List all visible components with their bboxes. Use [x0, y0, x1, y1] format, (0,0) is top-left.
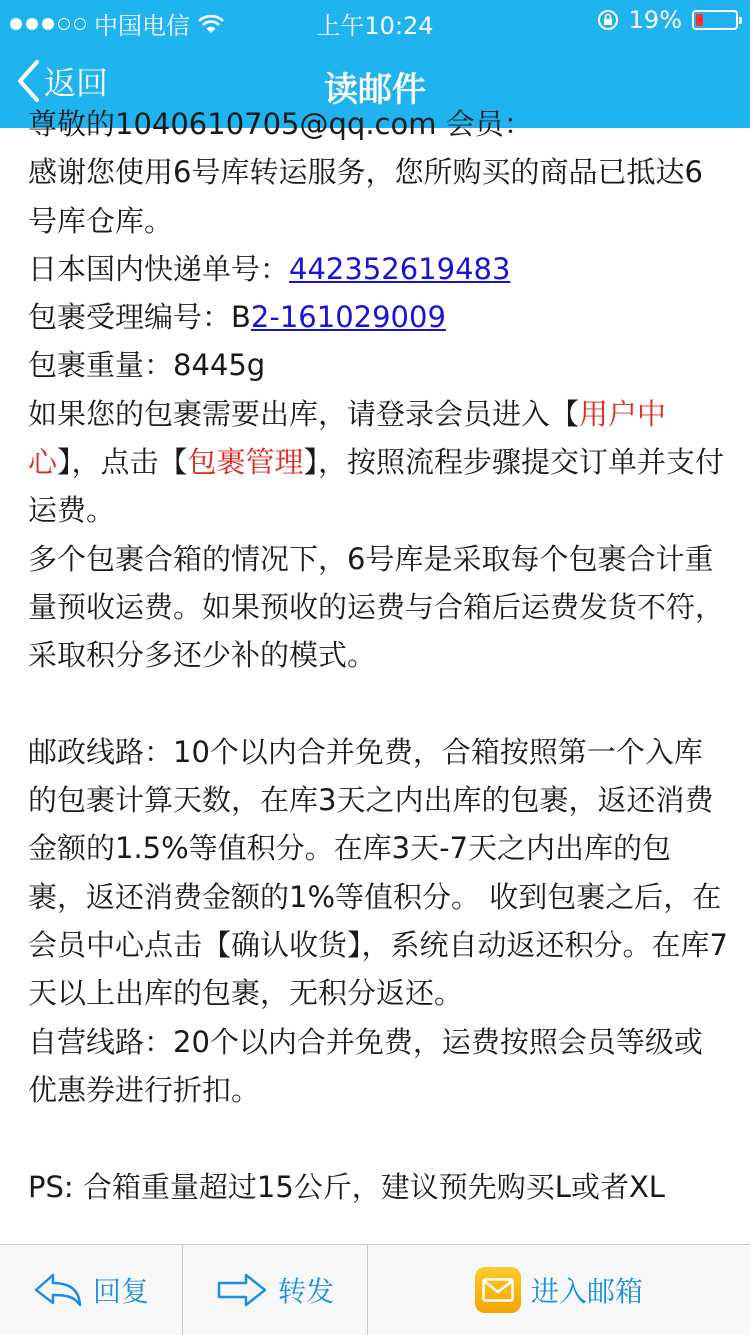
forward-icon [216, 1272, 268, 1308]
mailbox-icon [475, 1267, 521, 1313]
carrier-label: 中国电信 [94, 12, 190, 40]
forward-button[interactable] [183, 1245, 368, 1335]
email-content[interactable] [0, 107, 750, 1244]
email-body [28, 100, 728, 1211]
inbox-label: 进入邮箱 [530, 1275, 643, 1308]
merge-paragraph: 多个包裹合箱的情况下，6号库是采取每个包裹合计重量预收运费。如果预收的运费与合箱后运费发货不符，采取积分多还少补的模式。 [28, 541, 725, 673]
instructions-text-3: 】，按照流程步骤提交订单并支付运费。 [28, 445, 725, 528]
ps-paragraph: PS: 合箱重量超过15公斤，建议预先购买L或者XL [28, 1169, 665, 1204]
page-title: 读邮件 [324, 70, 426, 110]
greeting-line: 尊敬的1040610705@qq.com 会员： [28, 107, 533, 141]
blank-line [28, 1114, 728, 1162]
forward-label: 转发 [277, 1275, 334, 1308]
inbox-button[interactable] [368, 1245, 750, 1335]
battery-icon [692, 10, 738, 30]
back-label: 返回 [44, 64, 109, 102]
reply-icon [33, 1272, 83, 1308]
reply-button[interactable] [0, 1245, 183, 1335]
tracking-label: 日本国内快递单号： [28, 251, 290, 286]
battery-percent: 19% [628, 6, 682, 34]
blank-line [28, 680, 728, 728]
parcel-label: 包裹受理编号： [28, 300, 232, 335]
tracking-line [28, 245, 728, 293]
postal-route-paragraph: 邮政线路：10个以内合并免费，合箱按照第一个入库的包裹计算天数，在库3天之内出库的包裹，返还消费金额的1.5%等值积分。在库3天-7天之内出库的包裹，返还消费金额的1%等值积分。 收到包裹之后，在会员中心点击【确认收货】，系统自动返还积分。在库7天以上出库的包裹，无积分返还。 [28, 734, 728, 1011]
rotation-lock-icon [597, 9, 619, 31]
self-route-paragraph: 自营线路：20个以内合并免费，运费按照会员等级或优惠券进行折扣。 [28, 1024, 703, 1107]
clock: 上午10:24 [316, 12, 434, 40]
battery-level [696, 14, 703, 26]
bottom-toolbar [0, 1244, 750, 1335]
reply-label: 回复 [92, 1275, 149, 1308]
tracking-number-link[interactable]: 442352619483 [289, 251, 511, 286]
instructions-text-1: 如果您的包裹需要出库，请登录会员进入【 [28, 396, 580, 431]
status-right [597, 6, 738, 34]
weight-line: 包裹重量：8445g [28, 348, 266, 383]
parcel-prefix: B [231, 300, 251, 335]
instructions-paragraph [28, 390, 728, 535]
parcel-line [28, 293, 728, 341]
status-bar [0, 0, 750, 40]
user-center-highlight: 用户中心 [28, 396, 667, 480]
parcel-manage-highlight: 包裹管理 [187, 445, 304, 480]
parcel-number-link[interactable]: 2-161029009 [250, 300, 446, 335]
instructions-text-2: 】，点击【 [57, 445, 188, 480]
arrival-notice: 感谢您使用6号库转运服务，您所购买的商品已抵达6号库仓库。 [28, 155, 703, 238]
